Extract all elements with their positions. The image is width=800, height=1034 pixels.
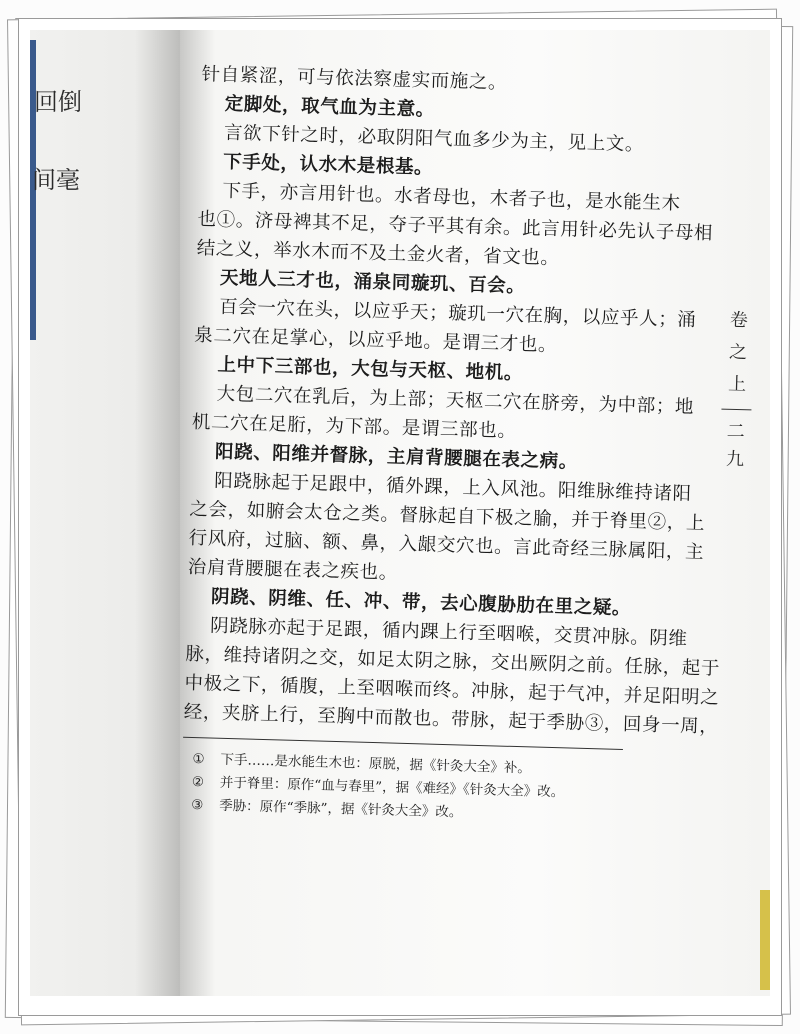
- commentary-line: 行风府，过脑、额、鼻，入龈交穴也。言此奇经三脉属阳，主: [188, 527, 705, 564]
- footnote-text: 下手……是水能生木也：原脱，据《针灸大全》补。: [220, 751, 532, 777]
- footnote-text: 并于脊里：原作“血与春里”，据《难经》《针灸大全》改。: [219, 774, 565, 801]
- commentary-line: 言欲下针之时，必取阴阳气血多少为主，见上文。: [223, 122, 645, 156]
- verse-line: 定脚处，取气血为主意。: [224, 93, 436, 121]
- commentary-line: 中极之下，循腹，上至咽喉而终。冲脉，起于气冲，并足阳明之: [184, 672, 720, 709]
- commentary-line: 经，夹脐上行，至胸中而散也。带脉，起于季胁③，回身一周，: [183, 701, 719, 738]
- footnote-text: 季胁：原作“季脉”，据《针灸大全》改。: [218, 797, 463, 821]
- commentary-line: 机二穴在足胻，为下部。是谓三部也。: [191, 411, 517, 442]
- footnote-rule: [183, 737, 623, 750]
- right-page: [180, 30, 770, 996]
- commentary-line: 大包二穴在乳后，为上部；天枢二穴在脐旁，为中部；地: [216, 383, 695, 418]
- footnotes: [181, 748, 643, 830]
- running-head: [720, 305, 755, 475]
- left-page-fragment: 回倒: [34, 88, 82, 116]
- commentary-line: 治肩背腰腿在表之疾也。: [187, 556, 399, 584]
- page-number-char: 九: [725, 448, 745, 471]
- book-photo: [30, 30, 770, 996]
- commentary-line: 也①。济母裨其不足，夺子平其有余。此言用针必先认子母相: [197, 208, 714, 245]
- verse-line: 天地人三才也，涌泉同璇玑、百会。: [219, 267, 526, 298]
- verse-line: 下手处，认水木是根基。: [222, 151, 434, 179]
- commentary-line: 针自紧涩，可与依法察虚实而施之。: [201, 63, 508, 94]
- footnote-number: ③: [190, 796, 204, 814]
- commentary-line: 阴跷脉亦起于足跟，循内踝上行至咽喉，交贯冲脉。阴维: [209, 615, 688, 650]
- page-number-char: 二: [726, 420, 746, 443]
- footnote-number: ①: [192, 751, 205, 768]
- main-text-block: [181, 60, 721, 830]
- page-edge-color: [760, 890, 770, 990]
- left-page-fragment: 间毫: [32, 166, 80, 194]
- running-head-char: 之: [728, 341, 748, 364]
- commentary-line: 百会一穴在头，以应乎天；璇玑一穴在胸，以应乎人；涌: [218, 296, 697, 331]
- verse-line: 阳跷、阳维并督脉，主肩背腰腿在表之病。: [214, 441, 579, 473]
- commentary-line: 之会，如腑会太仓之类。督脉起自下极之腧，并于脊里②，上: [189, 498, 706, 535]
- running-head-char: 卷: [729, 309, 749, 332]
- commentary-line: 结之义，举水木而不及土金火者，省文也。: [196, 237, 560, 270]
- verse-line: 上中下三部也，大包与天枢、地机。: [217, 354, 524, 385]
- commentary-line: 泉二穴在足掌心，以应乎地。是谓三才也。: [194, 324, 558, 357]
- commentary-line: 下手，亦言用针也。水者母也，木者子也，是水能生木: [222, 180, 681, 215]
- verse-line: 阴跷、阴维、任、冲、带，去心腹胁肋在里之疑。: [210, 586, 632, 620]
- commentary-line: 阳跷脉起于足跟中，循外踝，上入风池。阳维脉维持诸阳: [213, 470, 692, 505]
- running-head-char: 上: [727, 373, 747, 396]
- footnote-number: ②: [191, 774, 205, 791]
- running-head-rule: [721, 409, 751, 411]
- commentary-line: 脉，维持诸阴之交，如足太阴之脉，交出厥阴之前。任脉，起于: [185, 643, 721, 680]
- left-page: [30, 30, 180, 996]
- text-lines: [183, 60, 721, 740]
